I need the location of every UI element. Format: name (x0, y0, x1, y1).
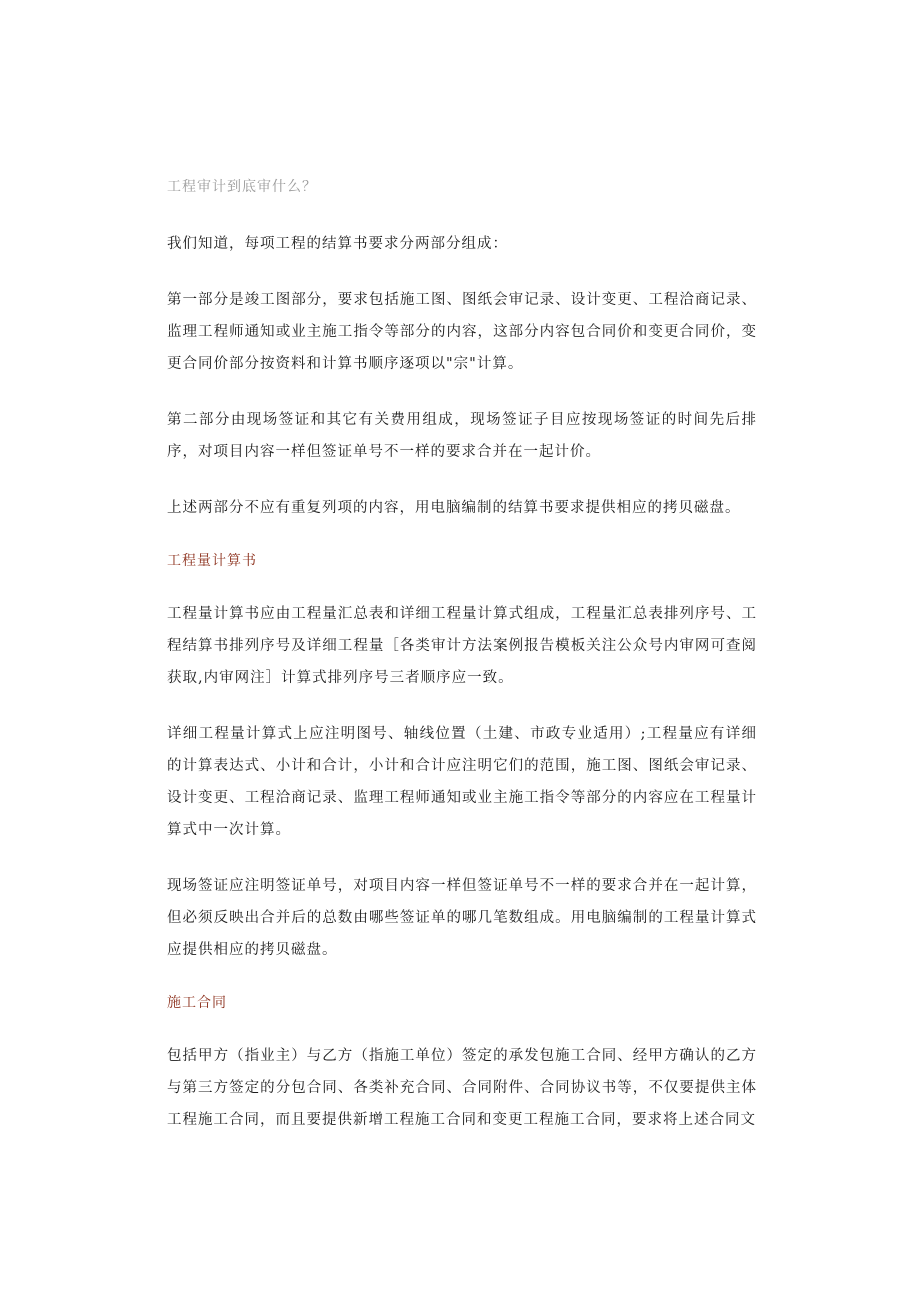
contract-paragraph-1: 包括甲方（指业主）与乙方（指施工单位）签定的承发包施工合同、经甲方确认的乙方与第三方签定的分包合同、各类补充合同、合同附件、合同协议书等，不仅要提供主体工程施工合同，而且要提供新增工程施工合同和变更工程施工合同，要求将上述合同文 (167, 1048, 757, 1128)
document-title: 工程审计到底审什么？ (167, 179, 317, 195)
no-duplicates-paragraph: 上述两部分不应有重复列项的内容，用电脑编制的结算书要求提供相应的拷贝磁盘。 (167, 500, 741, 516)
section-heading-contract: 施工合同 (167, 995, 227, 1011)
section-heading-quantity: 工程量计算书 (167, 553, 257, 569)
document-page (167, 170, 757, 1136)
quantity-paragraph-2: 详细工程量计算式上应注明图号、轴线位置（土建、市政专业适用）;工程量应有详细的计算表达式、小计和合计，小计和合计应注明它们的范围，施工图、图纸会审记录、设计变更、工程洽商记录、监理工程师通知或业主施工指令等部分的内容应在工程量计算式中一次计算。 (167, 726, 757, 838)
quantity-paragraph-3: 现场签证应注明签证单号，对项目内容一样但签证单号不一样的要求合并在一起计算，但必须反映出合并后的总数由哪些签证单的哪几笔数组成。用电脑编制的工程量计算式应提供相应的拷贝磁盘。 (167, 878, 757, 958)
quantity-paragraph-1: 工程量计算书应由工程量汇总表和详细工程量计算式组成，工程量汇总表排列序号、工程结算书排列序号及详细工程量［各类审计方法案例报告模板关注公众号内审网可查阅获取,内审网注］计算式排列序号三者顺序应一致。 (167, 606, 757, 686)
part-one-paragraph: 第一部分是竣工图部分，要求包括施工图、图纸会审记录、设计变更、工程洽商记录、监理工程师通知或业主施工指令等部分的内容，这部分内容包合同价和变更合同价，变更合同价部分按资料和计算书顺序逐项以"宗"计算。 (167, 292, 757, 372)
part-two-paragraph: 第二部分由现场签证和其它有关费用组成，现场签证子目应按现场签证的时间先后排序，对项目内容一样但签证单号不一样的要求合并在一起计价。 (167, 412, 757, 460)
intro-paragraph: 我们知道，每项工程的结算书要求分两部分组成： (167, 236, 508, 252)
